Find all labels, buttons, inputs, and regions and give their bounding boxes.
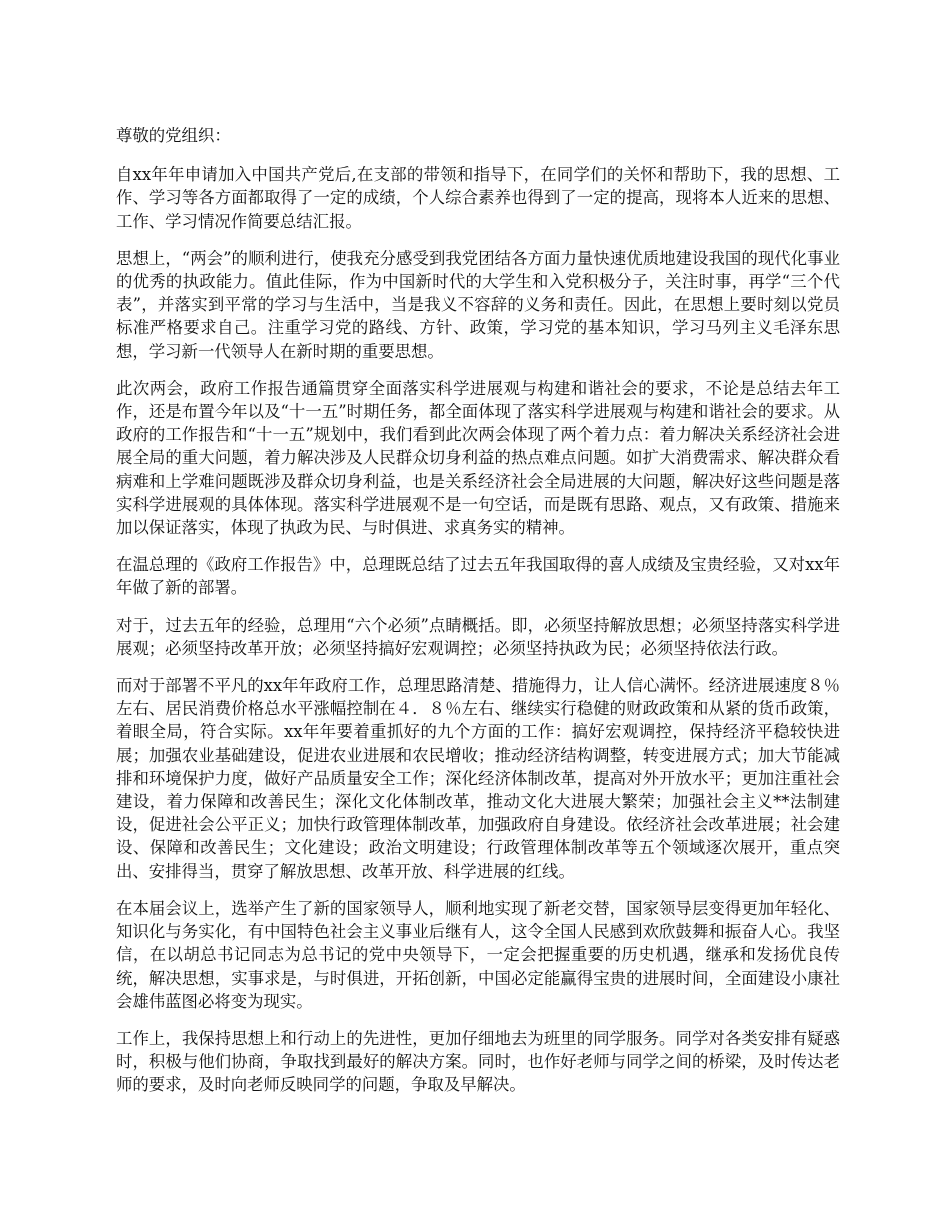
paragraph-ideology: 思想上，“两会”的顺利进行，使我充分感受到我党团结各方面力量快速优质地建设我国的现代化事业的优秀的执政能力。值此佳际，作为中国新时代的大学生和入党积极分子，关注时事，再学“三个代表”，并落实到平常的学习与生活中，当是我义不容辞的义务和责任。因此，在思想上要时刻以党员标准严格要求自己。注重学习党的路线、方针、政策，学习党的基本知识，学习马列主义毛泽东思想，学习新一代领导人在新时期的重要思想。 bbox=[116, 248, 840, 361]
paragraph-intro: 自xx年年申请加入中国共产党后,在支部的带领和指导下，在同学们的关怀和帮助下，我的思想、工作、学习等各方面都取得了一定的成绩，个人综合素养也得到了一定的提高，现将本人近来的思想、工作、学习情况作简要总结汇报。 bbox=[116, 165, 840, 231]
salutation: 尊敬的党组织： bbox=[116, 126, 231, 145]
paragraph-two-sessions: 此次两会，政府工作报告通篇贯穿全面落实科学进展观与构建和谐社会的要求，不论是总结去年工作，还是布置今年以及“十一五”时期任务，都全面体现了落实科学进展观与构建和谐社会的要求。从政府的工作报告和“十一五”规划中，我们看到此次两会体现了两个着力点：着力解决关系经济社会进展全局的重大问题，着力解决涉及人民群众切身利益的热点难点问题。如扩大消费需求、解决群众看病难和上学难问题既涉及群众切身利益，也是关系经济社会全局进展的大问题，解决好这些问题是落实科学进展观的具体体现。落实科学进展观不是一句空话，而是既有思路、观点，又有政策、措施来加以保证落实，体现了执政为民、与时俱进、求真务实的精神。 bbox=[116, 378, 840, 538]
paragraph-six-musts: 对于，过去五年的经验，总理用“六个必须”点睛概括。即，必须坚持解放思想；必须坚持落实科学进展观；必须坚持改革开放；必须坚持搞好宏观调控；必须坚持执政为民；必须坚持依法行政。 bbox=[116, 615, 840, 658]
paragraph-government-report: 在温总理的《政府工作报告》中，总理既总结了过去五年我国取得的喜人成绩及宝贵经验，又对xx年年做了新的部署。 bbox=[116, 555, 840, 598]
paragraph-work: 工作上，我保持思想上和行动上的先进性，更加仔细地去为班里的同学服务。同学对各类安排有疑惑时，积极与他们协商，争取找到最好的解决方案。同时，也作好老师与同学之间的桥梁，及时传达老师的要求，及时向老师反映同学的问题，争取及早解决。 bbox=[116, 1028, 840, 1095]
paragraph-new-leadership: 在本届会议上，选举产生了新的国家领导人，顺利地实现了新老交替，国家领导层变得更加年轻化、知识化与务实化，有中国特色社会主义事业后继有人，这令全国人民感到欢欣鼓舞和振奋人心。我坚信，在以胡总书记同志为总书记的党中央领导下，一定会把握重要的历史机遇，继承和发扬优良传统，解决思想，实事求是，与时俱进，开拓创新，中国必定能赢得宝贵的进展时间，全面建设小康社会雄伟蓝图必将变为现实。 bbox=[116, 898, 840, 1011]
paragraph-work-plan: 而对于部署不平凡的xx年年政府工作，总理思路清楚、措施得力，让人信心满怀。经济进展速度８％左右、居民消费价格总水平涨幅控制在４．８％左右、继续实行稳健的财政政策和从紧的货币政策，着眼全局，符合实际。xx年年要着重抓好的九个方面的工作：搞好宏观调控，保持经济平稳较快进展；加强农业基础建设，促进农业进展和农民增收；推动经济结构调整，转变进展方式；加大节能减排和环境保护力度，做好产品质量安全工作；深化经济体制改革，提高对外开放水平；更加注重社会建设，着力保障和改善民生；深化文化体制改革，推动文化大进展大繁荣；加强社会主义**法制建设，促进社会公平正义；加快行政管理体制改革，加强政府自身建设。依经济社会改革进展；社会建设、保障和改善民生；文化建设；政治文明建设；行政管理体制改革等五个领域逐次展开，重点突出、安排得当，贯穿了解放思想、改革开放、科学进展的红线。 bbox=[116, 676, 840, 881]
document-page bbox=[116, 124, 840, 1111]
